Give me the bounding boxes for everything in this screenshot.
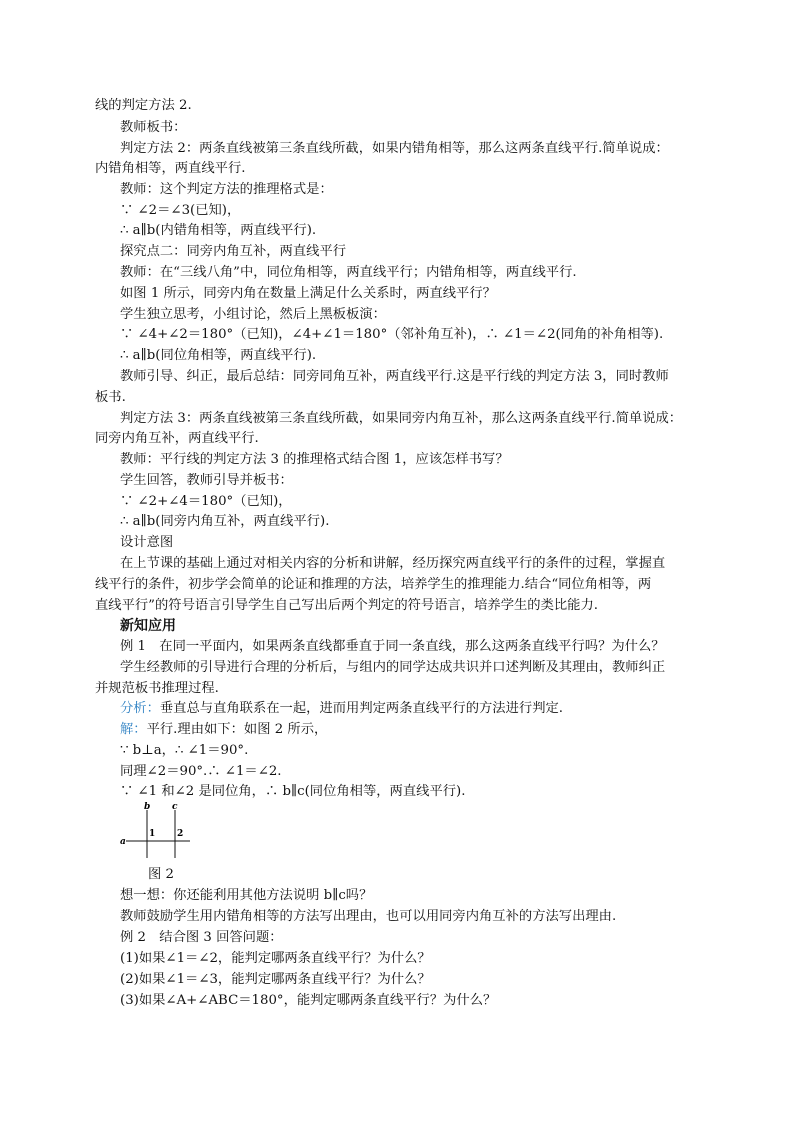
text-line: 判定方法 3：两条直线被第三条直线所截，如果同旁内角互补，那么这两条直线平行.简单说成： [120,411,683,426]
angle-2-label: 2 [177,829,184,839]
text-line [120,700,563,718]
text-line: ∵ ∠4+∠2＝180°（已知)，∠4+∠1＝180°（邻补角互补)，∴ ∠1＝∠2(同角的补角相等). [120,327,664,342]
analysis-label: 分析： [120,701,160,716]
text-line: ∵ ∠2＝∠3(已知)， [120,203,241,218]
text-line: 如图 1 所示，同旁内角在数量上满足什么关系时，两直线平行？ [120,286,496,301]
text-line: 在上节课的基础上通过对相关内容的分析和讲解，经历探究两直线平行的条件的过程，掌握直 [120,556,666,571]
label-b: b [144,802,151,812]
text-line [120,721,327,739]
text-line: 学生经教师的引导进行合理的分析后，与组内的同学达成共识并口述判断及其理由，教师纠正 [120,660,666,675]
text-line: 学生回答，教师引导并板书： [120,473,293,488]
text-line: 教师：这个判定方法的推理格式是： [120,182,333,197]
figure-caption: 图 2 [148,867,174,882]
angle-1-label: 1 [149,829,156,839]
text-line: 并规范板书推理过程. [95,681,219,696]
text-line: 例 1 在同一平面内，如果两条直线都垂直于同一条直线，那么这两条直线平行吗？为什么？ [120,639,665,654]
text-line: 设计意图 [120,535,174,550]
text-line: 判定方法 2：两条直线被第三条直线所截，如果内错角相等，那么这两条直线平行.简单说成： [120,141,669,156]
text-line: 教师：在“三线八角”中，同位角相等，两直线平行；内错角相等，两直线平行. [120,265,577,280]
text-line: 教师引导、纠正，最后总结：同旁同角互补，两直线平行.这是平行线的判定方法 3，同时教师 [120,369,669,384]
label-c: c [172,802,178,812]
text-line: 线的判定方法 2. [95,98,192,113]
figure-2-diagram [118,802,198,862]
text-line: 内错角相等，两直线平行. [95,161,246,176]
section-heading: 新知应用 [120,618,176,634]
text-line: 教师板书： [120,120,187,135]
text-line: ∵ ∠2+∠4＝180°（已知)， [120,494,292,509]
solution-text: 平行.理由如下：如图 2 所示， [146,722,328,737]
text-line: 教师：平行线的判定方法 3 的推理格式结合图 1，应该怎样书写？ [120,452,509,467]
text-line: 想一想：你还能利用其他方法说明 b∥c吗？ [120,888,373,903]
text-line: ∵ b⊥a，∴ ∠1＝90°. [120,743,249,758]
text-line: 学生独立思考，小组讨论，然后上黑板板演： [120,307,386,322]
text-line: ∴ a∥b(同旁内角互补，两直线平行). [120,514,330,529]
solution-label: 解： [120,722,147,737]
text-line: ∴ a∥b(内错角相等，两直线平行). [120,223,317,238]
text-line: 例 2 结合图 3 回答问题： [120,930,283,945]
text-line: (3)如果∠A+∠ABC＝180°，能判定哪两条直线平行？为什么？ [120,993,497,1008]
label-a: a [120,837,126,847]
text-line: (2)如果∠1＝∠3，能判定哪两条直线平行？为什么？ [120,972,431,987]
analysis-text: 垂直总与直角联系在一起，进而用判定两条直线平行的方法进行判定. [159,701,564,716]
text-line: 同旁内角互补，两直线平行. [95,431,259,446]
text-line: 同理∠2＝90°.∴ ∠1＝∠2. [120,764,282,779]
text-line: 直线平行”的符号语言引导学生自己写出后两个判定的符号语言，培养学生的类比能力. [95,598,599,613]
text-line: 线平行的条件，初步学会简单的论证和推理的方法，培养学生的推理能力.结合“同位角相等，两 [95,577,652,592]
text-line: 教师鼓励学生用内错角相等的方法写出理由，也可以用同旁内角互补的方法写出理由. [120,909,617,924]
text-line: ∴ a∥b(同位角相等，两直线平行). [120,348,317,363]
text-line: 探究点二：同旁内角互补，两直线平行 [120,244,347,259]
text-line: ∵ ∠1 和∠2 是同位角，∴ b∥c(同位角相等，两直线平行). [120,784,466,799]
text-line: (1)如果∠1＝∠2，能判定哪两条直线平行？为什么？ [120,951,431,966]
text-line: 板书. [95,390,126,405]
